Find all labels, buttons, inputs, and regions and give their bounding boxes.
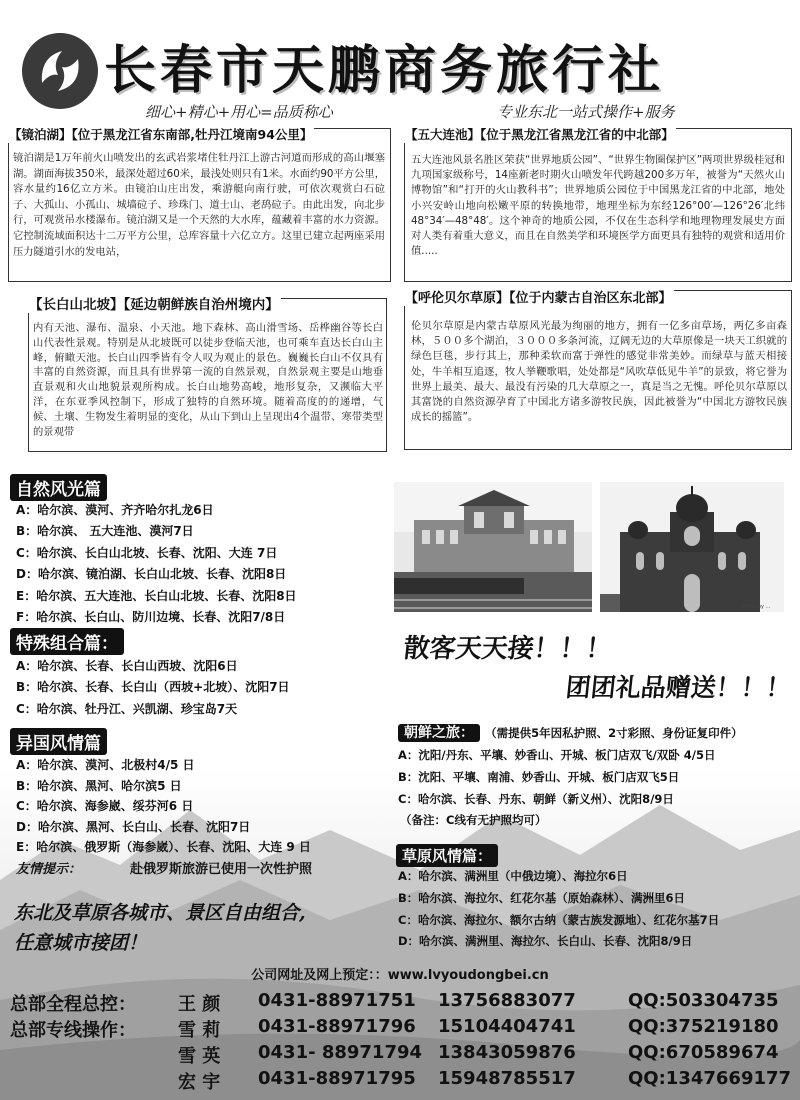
korea-header [398, 722, 743, 742]
route-item: F：哈尔滨、长白山、防川边境、长春、沈阳7/8日 [16, 610, 286, 625]
intro-location: 【位于黑龙江省黑龙江省的中北部】 [480, 127, 674, 142]
tip-label: 友情提示： [16, 862, 82, 877]
promo-gifts: 团团礼品赠送！！！ [564, 673, 793, 702]
intro-box-hulunbuir [404, 290, 792, 450]
route-item: B：哈尔滨、 五大连池、漠河7日 [16, 524, 194, 539]
contact-row [10, 990, 790, 1016]
contact-name: 雪 英 [178, 1046, 221, 1067]
route-item: D：哈尔滨、满洲里、海拉尔、长白山、长春、沈阳8/9日 [398, 934, 693, 949]
route-item: C：哈尔滨、海拉尔、额尔古纳（蒙古族发源地）、红花尔基7日 [398, 912, 720, 927]
slogan-left: 细心+精心+用心=品质称心 [145, 103, 333, 121]
contact-row [10, 1068, 790, 1094]
route-item: D：哈尔滨、镜泊湖、长白山北坡、长春、沈阳8日 [16, 567, 287, 582]
route-list-special [16, 656, 290, 720]
intro-location: 【位于黑龙江省东南部,牡丹江境南94公里】 [71, 127, 313, 142]
contact-phone: 0431- 88971794 [258, 1042, 423, 1063]
contact-name: 宏 宇 [178, 1072, 221, 1093]
website-label: 公司网址及网上预定： [251, 968, 375, 983]
route-list-korea [398, 745, 716, 832]
freeform-line: 任意城市接团！ [14, 932, 148, 954]
section-title-nature: 自然风光篇 [10, 474, 107, 501]
intro-box-wudalianchi [404, 128, 792, 282]
route-list-foreign [16, 755, 311, 858]
photo-railway-station [394, 482, 592, 612]
contact-qq: QQ:503304735 [628, 990, 779, 1011]
route-item: A：哈尔滨、长春、长白山西坡、沈阳6日 [16, 659, 238, 673]
contact-phone: 0431-88971795 [258, 1068, 416, 1089]
website-url[interactable]: ：www.lvyoudongbei.cn [374, 968, 549, 983]
route-item: D：哈尔滨、黑河、长白山、长春、沈阳7日 [16, 819, 251, 834]
intro-name: 【五大连池】 [405, 127, 481, 142]
freeform-line: 东北及草原各城市、景区自由组合, [14, 902, 306, 924]
section-title-special: 特殊组合篇： [10, 628, 124, 655]
route-item: A：哈尔滨、漠河、北极村4/5 日 [16, 758, 195, 772]
swirl-logo-icon [22, 33, 98, 109]
route-item: C：哈尔滨、长白山北坡、长春、沈阳、大连 7日 [16, 545, 278, 560]
route-item: C：哈尔滨、海参崴、绥芬河6 日 [16, 799, 194, 813]
photo-orthodox-church [600, 482, 784, 612]
route-item: A：哈尔滨、满洲里（中俄边境）、海拉尔6日 [398, 869, 628, 883]
route-item: C：哈尔滨、长春、丹东、朝鲜（新义州）、沈阳8/9日 [398, 791, 674, 806]
tip-text: 赴俄罗斯旅游已使用一次性护照 [130, 862, 313, 877]
route-item: B：沈阳、平壤、南浦、妙香山、开城、板门店双飞5日 [398, 769, 680, 784]
section-title-foreign: 异国风情篇 [10, 728, 107, 755]
section-title-grassland: 草原风情篇： [396, 844, 498, 867]
contact-table [10, 990, 790, 1094]
contact-phone: 0431-88971796 [258, 1016, 416, 1037]
intro-location: 【位于内蒙古自治区东北部】 [509, 291, 672, 306]
contact-mobile: 15948785517 [438, 1068, 576, 1089]
route-item: B：哈尔滨、黑河、哈尔滨5 日 [16, 778, 182, 793]
contact-qq: QQ:670589674 [628, 1042, 779, 1063]
photo-credit: Photo by ... [742, 604, 771, 610]
freeform-slogan [14, 898, 306, 958]
contact-phone: 0431-88971751 [258, 990, 416, 1011]
page-title: 长春市天鹏商务旅行社 [104, 40, 665, 101]
intro-box-jingpo [8, 128, 391, 282]
contact-row [10, 1016, 790, 1042]
korea-note: （备注：C线有无护照均可） [400, 813, 547, 828]
korea-requirement: （需提供5年因私护照、2寸彩照、身份证复印件） [485, 726, 743, 740]
contact-mobile: 13756883077 [438, 990, 576, 1011]
contact-qq: QQ:1347669177 [628, 1068, 792, 1089]
contact-row [10, 1042, 790, 1068]
intro-text: 镜泊湖是1万年前火山喷发出的玄武岩浆堵住牡丹江上游古河道而形成的高山堰塞湖。湖面海拔350米，最深处超过60米，最浅处则只有1米。水面约90平方公里，容水量约16亿立方米。由镜泊山庄出发，乘游艇向南行驶，可依次观赏白石砬子、大孤山、小孤山、城墙砬子、珍珠门、道士山、老鸹砬子。由此出发，向北步行，可观赏吊水楼瀑布。镜泊湖又是一个天然的大水库，蕴藏着丰富的水力资源。它控制流域面积达十二万平方公里，总库容量十六亿立方。这里已建立起两座采用压力隧道引水的发电站， [13, 152, 385, 258]
intro-text: 五大连池风景名胜区荣获“世界地质公园”、“世界生物圈保护区”两项世界级桂冠和九项国家级称号，14座新老时期火山喷发年代跨越200多万年，被誉为“天然火山博物馆”和“打开的火山教科书”；世界地质公园位于中国黑龙江省的中北部，地处小兴安岭山地向松嫩平原的转换地带，地理坐标为东经126°00′—126°26′北纬48°34′—48°48′。这个神奇的地质公园，不仅在生态科学和地理物理发展史方面对人类有着重大意义，而且在自然美学和环境医学方面更具有独特的观赏和适用价值..... [411, 154, 785, 258]
route-list-grassland [398, 866, 719, 953]
intro-name: 【长白山北坡】 [29, 297, 124, 313]
route-item: A：沈阳/丹东、平壤、妙香山、开城、板门店双飞/双卧 4/5日 [398, 748, 716, 762]
contact-mobile: 13843059876 [438, 1042, 576, 1063]
route-list-nature [16, 500, 297, 628]
route-item: B：哈尔滨、长春、长白山（西坡+北坡）、沈阳7日 [16, 680, 290, 695]
contact-role: 总部专线操作： [10, 1020, 136, 1041]
contact-name: 雪 莉 [178, 1020, 221, 1041]
intro-name: 【呼伦贝尔草原】 [405, 291, 510, 306]
route-item: E：哈尔滨、五大连池、长白山北坡、长春、沈阳8日 [16, 588, 297, 603]
intro-text: 伦贝尔草原是内蒙古草原风光最为绚丽的地方，拥有一亿多亩草场，两亿多亩森林，５００多个湖泊，３０００多条河流，辽阔无边的大草原像是一块天工织就的绿色巨毯，步行其上，那种柔软而富于弹性的感觉非常美妙。而绿草与蓝天相接处，牛羊相互追逐，牧人挙鞭歌唱，处处都是“风吹草低见牛羊”的景致，将它誉为世界上最美、最大、最没有污染的几大草原之一，真是当之无愧。呼伦贝尔草原以其富饶的自然资源孕育了中国北方诸多游牧民族，因此被誉为“中国北方游牧民族成长的摇篮”。 [411, 320, 787, 424]
contact-qq: QQ:375219180 [628, 1016, 779, 1037]
intro-location: 【延边朝鲜族自治州境内】 [123, 297, 279, 313]
contact-name: 王 颜 [178, 994, 221, 1015]
slogan-right: 专业东北一站式操作+服务 [497, 103, 675, 121]
contact-role: 总部全程总控： [10, 994, 136, 1015]
route-item: B：哈尔滨、海拉尔、红花尔基（原始森林）、满洲里6日 [398, 890, 686, 905]
intro-name: 【镜泊湖】 [9, 127, 72, 142]
route-item: A：哈尔滨、漠河、齐齐哈尔扎龙6日 [16, 503, 214, 517]
company-logo [22, 33, 98, 109]
route-item: C：哈尔滨、牡丹江、兴凯湖、珍宝岛7天 [16, 701, 238, 716]
intro-box-changbaishan [28, 298, 387, 452]
website-bar [0, 960, 800, 986]
section-title-korea: 朝鲜之旅： [398, 724, 480, 742]
promo-walk-in: 散客天天接！！！ [402, 634, 614, 664]
contact-mobile: 15104404741 [438, 1016, 576, 1037]
route-item: E：哈尔滨、俄罗斯（海参崴）、长春、沈阳、大连 9 日 [16, 840, 311, 854]
intro-text: 内有天池、瀑布、温泉、小天池。地下森林、高山滑雪场、岳桦幽谷等长白山代表性景观。特别是从北坡既可以徒步登临天池，也可乘车直达长白山主峰，俯瞰天池。长白山四季皆有令人叹为观止的景色。巍巍长白山不仅具有丰富的自然资源，而且具有世界第一流的自然景观，自然景观主要是山地垂直景观和火山地貌景观所构成。长白山地势高峻，地形复杂，又濒临大平洋，在东亚季风控制下，形成了独特的自然环境。随着高度的的递增，气候、土壤、生物发生着明显的变化，从山下到山上呈现出4个温带、寒带类型的景观带 [33, 322, 383, 438]
